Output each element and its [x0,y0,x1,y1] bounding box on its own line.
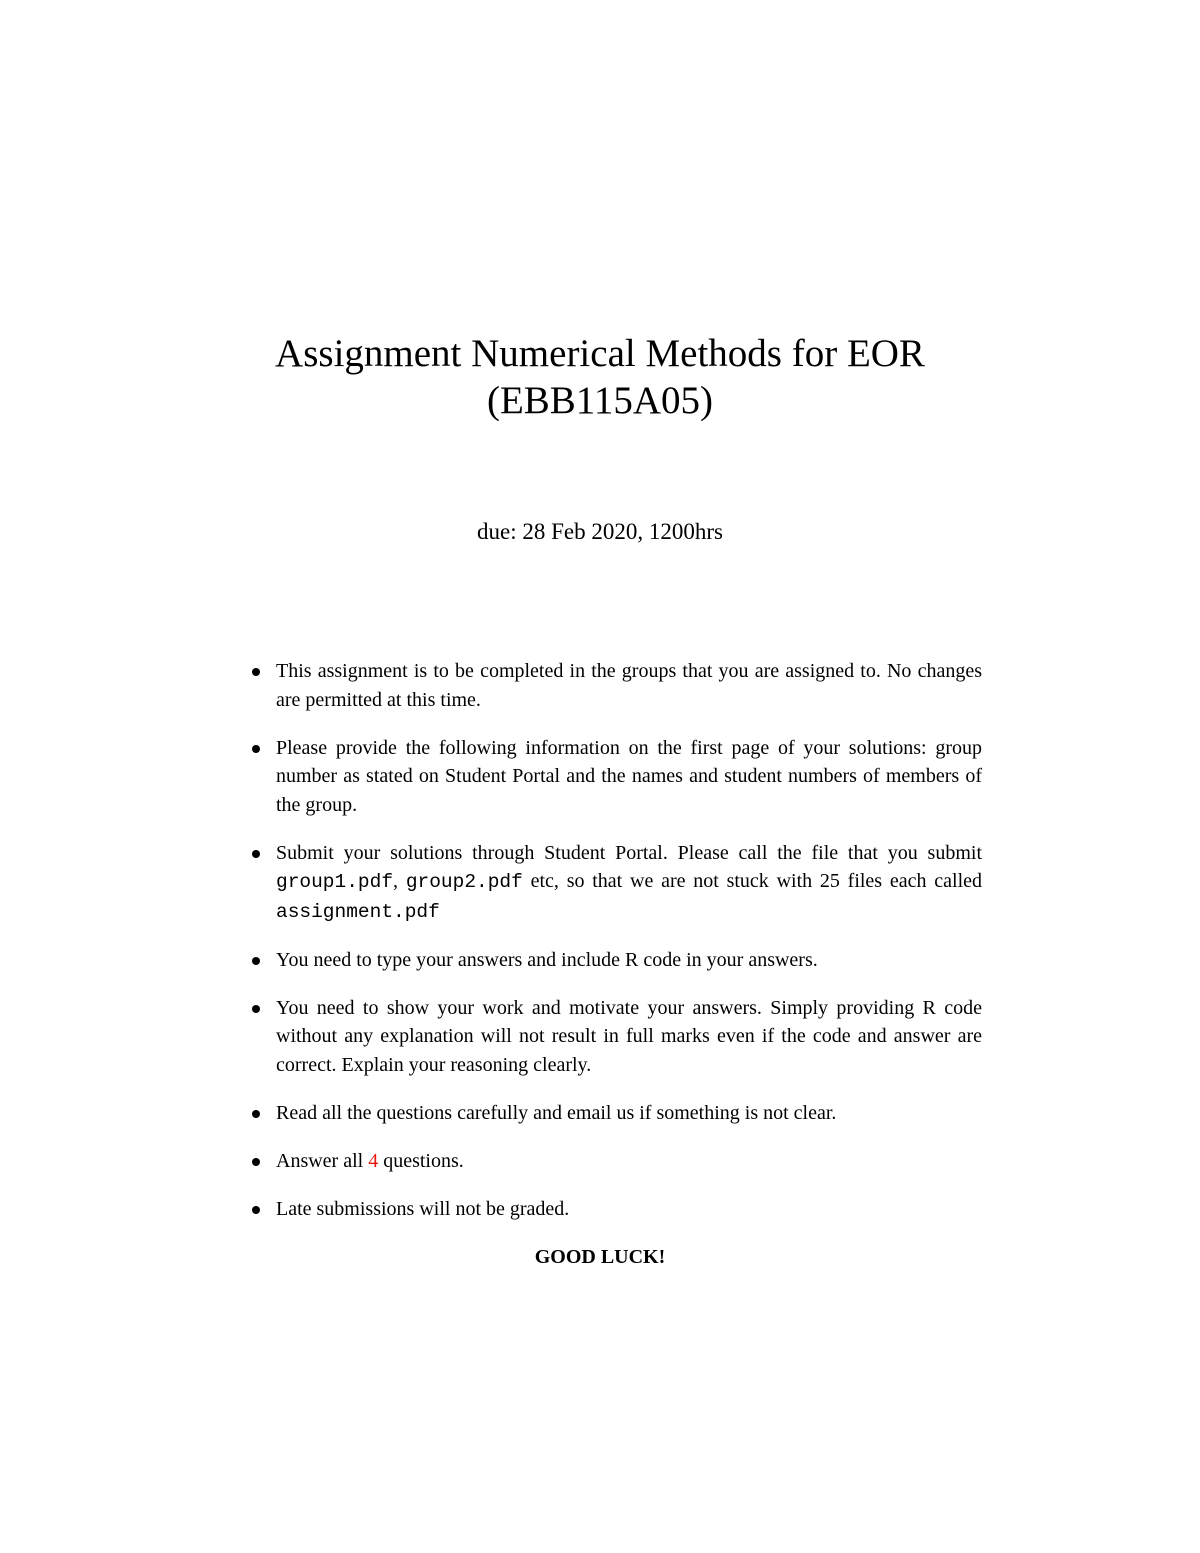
instruction-text: You need to show your work and motivate your answers. Simply providing R code without any explanation will not result in full marks even if the code and answer are correct. Explain your reasoning clearly. [276,996,982,1076]
instruction-text: Answer all [276,1149,369,1172]
instruction-item [250,946,982,975]
bullet-icon [252,1206,260,1214]
bullet-icon [252,957,260,965]
document-title [0,330,1200,424]
instruction-item [250,734,982,820]
title-line-1: Assignment Numerical Methods for EOR [275,332,925,375]
filename-example-group1: group1.pdf [276,871,394,893]
instruction-item [250,657,982,714]
bullet-icon [252,1005,260,1013]
filename-example-assignment: assignment.pdf [276,900,440,923]
instruction-text: This assignment is to be completed in the groups that you are assigned to. No changes are permitted at this time. [276,660,982,711]
bullet-icon [252,1110,260,1118]
instruction-text: , [393,870,406,892]
instructions-list [250,657,982,1243]
instruction-item [250,1195,982,1224]
title-line-2: (EBB115A05) [486,379,714,422]
instruction-item [250,994,982,1080]
instruction-text: Please provide the following information on the first page of your solutions: group number as stated on Student Portal and the names and student numbers of members of the group. [276,736,982,816]
bullet-icon [252,745,260,753]
closing-message: GOOD LUCK! [534,1246,666,1268]
instruction-text: Late submissions will not be graded. [276,1197,570,1220]
filename-example-group2: group2.pdf [405,871,523,893]
instruction-text: You need to type your answers and include R code in your answers. [276,948,818,971]
instruction-text: etc, so that we are not stuck with 25 files each called [522,870,983,892]
instruction-item [250,839,982,927]
instruction-text: questions. [378,1149,464,1172]
bullet-icon [252,850,260,858]
instruction-text: Submit your solutions through Student Portal. Please call the file that you submit [276,841,982,864]
due-date: due: 28 Feb 2020, 1200hrs [477,519,723,544]
bullet-icon [252,668,260,676]
bullet-icon [252,1158,260,1166]
question-count: 4 [368,1149,379,1172]
instruction-text: Read all the questions carefully and email us if something is not clear. [276,1101,837,1124]
instruction-item [250,1147,982,1176]
instruction-item [250,1099,982,1128]
